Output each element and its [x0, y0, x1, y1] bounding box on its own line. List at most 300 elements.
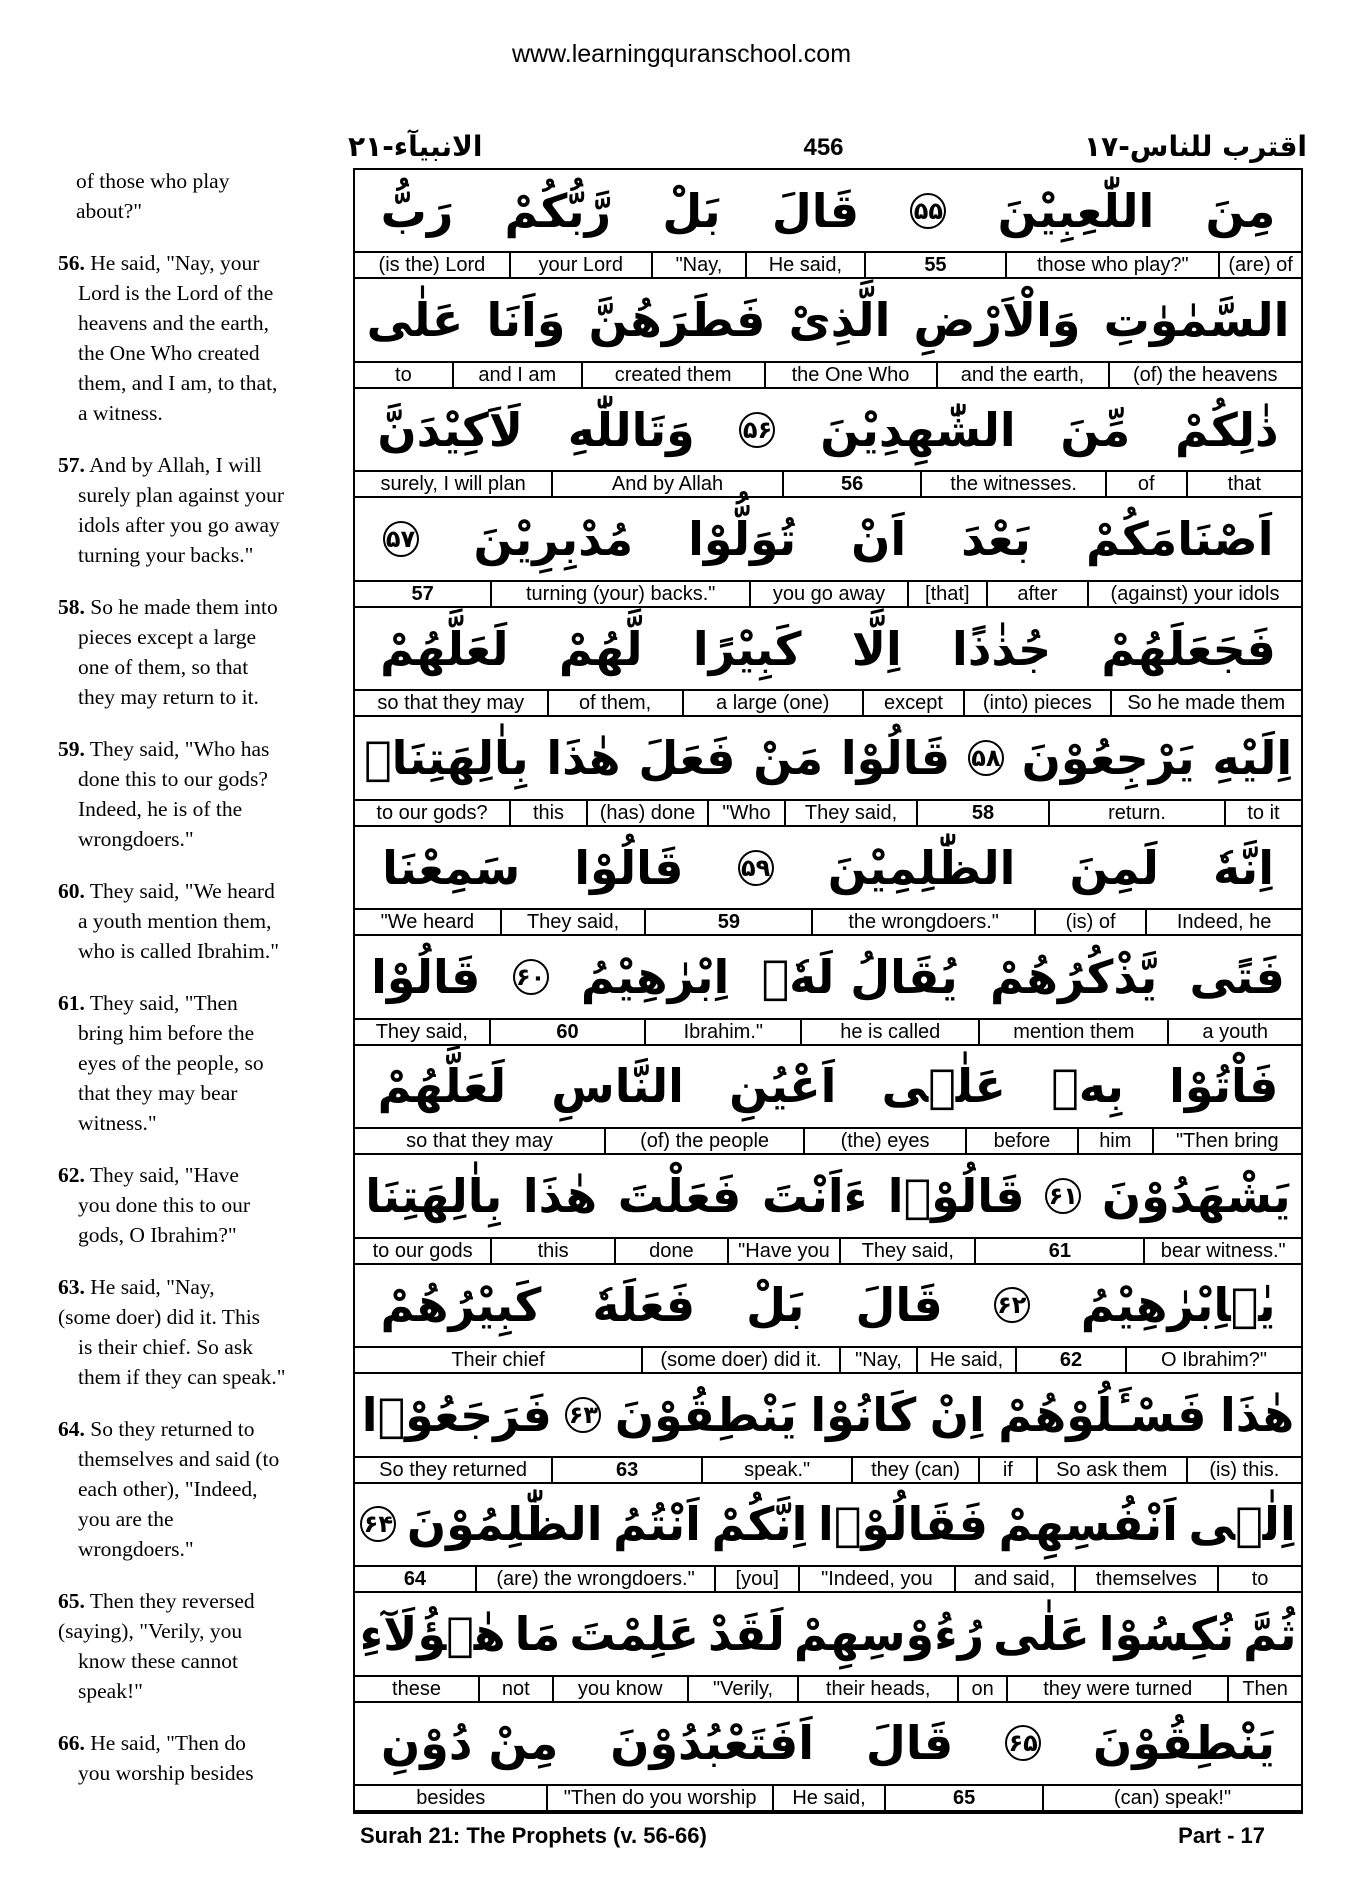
arabic-word: هٰۤؤُلَآءِ [359, 1606, 506, 1661]
gloss-cell: "Indeed, you [798, 1567, 954, 1591]
gloss-cell: this [490, 1239, 614, 1263]
arabic-word: يَشْهَدُوْنَ [1101, 1168, 1291, 1223]
arabic-word: مَنْ [753, 731, 824, 786]
gloss-cell: and said, [954, 1567, 1074, 1591]
translation-line: know these cannot [78, 1649, 239, 1673]
gloss-cell: those who play?" [1005, 253, 1218, 277]
arabic-word: كَبِيْرُهُمْ [380, 1278, 542, 1333]
arabic-word: لَمِنَ [1069, 840, 1159, 895]
gloss-cell: they (can) [851, 1458, 978, 1482]
translation-intro [76, 166, 320, 226]
gloss-cell: "Have you [727, 1239, 840, 1263]
arabic-word: اَصْنَامَكُمْ [1085, 512, 1274, 567]
arabic-word: مِنْ دُوْنِ [380, 1716, 559, 1771]
translation-line: they may return to it. [78, 685, 259, 709]
gloss-line [355, 253, 1301, 279]
arabic-word: قَالَ [771, 183, 860, 238]
gloss-cell: (has) done [586, 801, 707, 825]
gloss-cell: not [478, 1677, 552, 1701]
arabic-word: هٰذَا [522, 1168, 598, 1223]
site-url[interactable]: www.learningquranschool.com [511, 40, 852, 68]
arabic-line [355, 1484, 1301, 1567]
gloss-cell: Then [1227, 1677, 1301, 1701]
arabic-word: لَقَدْ [707, 1606, 785, 1661]
gloss-cell: "Nay, [651, 253, 746, 277]
arabic-word: قَالُوْا [574, 840, 684, 895]
arabic-word: الظّٰلِمُوْنَ [406, 1497, 603, 1552]
arabic-word: اِلَيْهِ [1212, 731, 1293, 786]
translation-verse [58, 1272, 320, 1392]
arabic-word: فَجَعَلَهُمْ [1101, 621, 1276, 676]
gloss-cell: so that they may [377, 692, 525, 715]
gloss-line [355, 472, 1301, 498]
verse-number: 60. [58, 879, 85, 903]
arabic-word: بَلْ [662, 183, 721, 238]
gloss-cell: besides [416, 1786, 486, 1809]
gloss-line [355, 1677, 1301, 1703]
translation-line: eyes of the people, so [78, 1051, 264, 1075]
arabic-word: الظّٰلِمِيْنَ [827, 840, 1016, 895]
gloss-cell: he is called [800, 1020, 978, 1044]
arabic-word: اِبْرٰهِيْمُ [580, 949, 730, 1004]
gloss-cell: 63 [551, 1458, 701, 1482]
verse-number: 65. [58, 1589, 85, 1613]
verse-number: 66. [58, 1731, 85, 1755]
gloss-cell: to it [1224, 801, 1301, 825]
arabic-word: اَعْيُنِ [729, 1059, 837, 1114]
arabic-word: اللّٰعِبِيْنَ [997, 183, 1155, 238]
arabic-word: عَلٰۤی [881, 1059, 1006, 1114]
arabic-word: النَّاسِ [551, 1059, 684, 1114]
gloss-cell: (the) eyes [803, 1129, 965, 1153]
gloss-line [355, 910, 1301, 936]
gloss-cell: 64 [403, 1568, 427, 1591]
arabic-word: اِلَّا [851, 621, 902, 676]
arabic-word: وَاَنَا [486, 293, 566, 348]
arabic-word: اَنْفُسِهِمْ [998, 1497, 1178, 1552]
gloss-cell: 62 [1015, 1348, 1125, 1372]
arabic-word: فَتًى [1189, 949, 1285, 1004]
translation-verse [58, 1586, 320, 1706]
arabic-word: بَعْدَ [961, 512, 1031, 567]
gloss-line [355, 1348, 1301, 1374]
translation-line: of those who play [76, 169, 230, 193]
translation-line: you are the [78, 1507, 174, 1531]
translation-verse [58, 988, 320, 1138]
gloss-cell: turning (your) backs." [490, 582, 749, 606]
translation-line: the One Who created [78, 341, 260, 365]
arabic-line [355, 1593, 1301, 1676]
gloss-cell: the witnesses. [920, 472, 1105, 496]
gloss-cell: (is the) Lord [378, 254, 486, 277]
translation-line: a witness. [78, 401, 163, 425]
gloss-cell: They said, [839, 1239, 974, 1263]
gloss-cell: after [986, 582, 1087, 606]
translation-line: And by Allah, I will [89, 453, 262, 477]
arabic-word: اَنْ [851, 512, 907, 567]
arabic-word: هٰذَا [546, 731, 621, 786]
gloss-cell: 60 [489, 1020, 645, 1044]
gloss-cell: (are) the wrongdoers." [475, 1567, 714, 1591]
gloss-cell: created them [581, 363, 764, 387]
arabic-word: اِنَّكُمْ [711, 1497, 808, 1552]
gloss-cell: (of) the people [604, 1129, 803, 1153]
translation-verse [58, 450, 320, 570]
gloss-cell: to our gods? [376, 801, 488, 824]
gloss-cell: a youth [1167, 1020, 1301, 1044]
gloss-cell: except [862, 691, 963, 715]
gloss-cell: (can) speak!" [1042, 1786, 1301, 1810]
gloss-cell: (are) of [1218, 253, 1301, 277]
arabic-word: وَتَاللّٰهِ [567, 402, 695, 457]
gloss-cell: they were turned [1006, 1677, 1227, 1701]
gloss-cell: 61 [974, 1239, 1143, 1263]
arabic-word: اِنْ [929, 1387, 985, 1442]
translation-line: themselves and said (to [78, 1447, 280, 1471]
gloss-cell: He said, [745, 253, 863, 277]
gloss-line [355, 1020, 1301, 1046]
gloss-cell: you go away [749, 582, 907, 606]
arabic-word: بِاٰلِهَتِنَا [365, 1168, 503, 1223]
gloss-cell: They said, [375, 1020, 468, 1043]
arabic-word: فَطَرَهُنَّ [588, 293, 766, 348]
arabic-word: مِنَ [1205, 183, 1276, 238]
gloss-cell: So they returned [379, 1458, 528, 1481]
gloss-cell: (is) of [1034, 910, 1145, 934]
translation-line: pieces except a large [78, 625, 257, 649]
page-footer [360, 1823, 1305, 1853]
arabic-word: مِّنَ [1060, 402, 1131, 457]
translation-line: heavens and the earth, [78, 311, 270, 335]
verse-end-marker: ۵۵ [910, 193, 946, 229]
arabic-word: عَلٰی [366, 293, 464, 348]
gloss-cell: 58 [916, 801, 1048, 825]
arabic-word: ثُمَّ [1243, 1606, 1297, 1661]
arabic-word: فَعَلْتَ [617, 1168, 742, 1223]
arabic-word: كَبِيْرًا [692, 621, 802, 676]
verse-end-marker: ۶۲ [994, 1287, 1030, 1323]
gloss-cell: their heads, [797, 1677, 957, 1701]
translation-line: surely plan against your [78, 483, 284, 507]
arabic-word: رَّبُّكُمْ [504, 183, 612, 238]
arabic-word: اِنَّهٗ [1213, 840, 1274, 895]
arabic-line [355, 936, 1301, 1019]
arabic-line [355, 279, 1301, 362]
verse-end-marker: ۵۸ [968, 740, 1004, 776]
arabic-word: اِلٰۤی [1188, 1497, 1296, 1552]
arabic-word: ذٰلِكُمْ [1174, 402, 1279, 457]
arabic-word: لَاَكِيْدَنَّ [377, 402, 523, 457]
translation-line: Indeed, he is of the [78, 797, 243, 821]
translation-verse [58, 1414, 320, 1564]
gloss-cell: and I am [452, 363, 581, 387]
gloss-cell: return. [1048, 801, 1224, 825]
gloss-cell: He said, [772, 1786, 885, 1810]
verse-number: 63. [58, 1275, 85, 1299]
gloss-cell: 65 [884, 1786, 1042, 1810]
gloss-cell: (of) the heavens [1108, 363, 1302, 387]
arabic-line [355, 389, 1301, 472]
gloss-cell: Indeed, he [1145, 910, 1301, 934]
translation-line: who is called Ibrahim." [78, 939, 280, 963]
gloss-cell: "Who [707, 801, 784, 825]
translation-line: They said, "Have [89, 1163, 239, 1187]
translation-line: about?" [76, 199, 143, 223]
gloss-line [355, 1129, 1301, 1155]
gloss-cell: O Ibrahim?" [1125, 1348, 1301, 1372]
gloss-cell: that [1186, 472, 1301, 496]
translation-line: He said, "Then do [90, 1731, 246, 1755]
translation-verse [58, 734, 320, 854]
word-by-word-table [353, 168, 1303, 1814]
arabic-line [355, 1374, 1301, 1457]
arabic-word: فَاْتُوْا [1169, 1059, 1279, 1114]
gloss-cell: [that] [907, 582, 986, 606]
gloss-cell: (some doer) did it. [641, 1348, 839, 1372]
gloss-cell: so that they may [406, 1130, 553, 1153]
gloss-cell: "We heard [380, 911, 475, 934]
gloss-cell: on [957, 1677, 1006, 1701]
translation-verse [58, 1160, 320, 1250]
arabic-word: مُدْبِرِيْنَ [473, 512, 634, 567]
arabic-word: يَرْجِعُوْنَ [1021, 731, 1195, 786]
translation-line: is their chief. So ask [78, 1335, 253, 1359]
gloss-cell: He said, [916, 1348, 1015, 1372]
verse-number: 59. [58, 737, 85, 761]
translation-line: Lord is the Lord of the [78, 281, 274, 305]
gloss-cell: And by Allah [551, 472, 782, 496]
translation-line: (saying), "Verily, you [58, 1619, 243, 1643]
translation-line: wrongdoers." [78, 1537, 194, 1561]
arabic-line [355, 1265, 1301, 1348]
gloss-line [355, 691, 1301, 717]
verse-end-marker: ۵۹ [738, 850, 774, 886]
arabic-word: عَلِمْتَ [569, 1606, 700, 1661]
translation-line: one of them, so that [78, 655, 249, 679]
arabic-word: فَقَالُوْۤا [817, 1497, 988, 1552]
surah-name-header: الانبيآء-٢١ [348, 130, 483, 163]
gloss-cell: Their chief [451, 1349, 545, 1372]
gloss-cell: So he made them [1110, 691, 1301, 715]
gloss-cell: 56 [782, 472, 920, 496]
page-header [340, 128, 1307, 168]
verse-number: 62. [58, 1163, 85, 1187]
gloss-cell: mention them [978, 1020, 1167, 1044]
gloss-cell: if [978, 1458, 1036, 1482]
translation-column [58, 166, 320, 1810]
translation-line: turning your backs." [78, 543, 254, 567]
arabic-word: كَانُوْا [810, 1387, 917, 1442]
arabic-word: سَمِعْنَا [382, 840, 521, 895]
translation-line: Then they reversed [89, 1589, 255, 1613]
translation-line: So he made them into [90, 595, 278, 619]
translation-line: idols after you go away [78, 513, 280, 537]
arabic-line [355, 827, 1301, 910]
arabic-word: قَالُوْا [840, 731, 951, 786]
arabic-line [355, 1703, 1301, 1786]
verse-end-marker: ۶۵ [1005, 1725, 1041, 1761]
translation-line: each other), "Indeed, [78, 1477, 258, 1501]
arabic-word: الَّذِیْ [788, 293, 891, 348]
gloss-line [355, 363, 1301, 389]
translation-verse [58, 876, 320, 966]
arabic-word: لَّهُمْ [558, 621, 643, 676]
gloss-cell: these [392, 1677, 441, 1700]
gloss-cell: done [614, 1239, 727, 1263]
juz-name-header: اقترب للناس-١٧ [1084, 130, 1307, 163]
arabic-word: عَلٰی [993, 1606, 1090, 1661]
translation-line: wrongdoers." [78, 827, 194, 851]
arabic-word: اَنْتُمُ [613, 1497, 701, 1552]
gloss-cell: themselves [1074, 1567, 1218, 1591]
arabic-line [355, 498, 1301, 581]
gloss-line [355, 582, 1301, 608]
arabic-line [355, 1155, 1301, 1238]
gloss-cell: this [509, 801, 586, 825]
verse-end-marker: ۶۴ [360, 1506, 396, 1542]
gloss-cell: 55 [864, 253, 1006, 277]
gloss-line [355, 1786, 1301, 1812]
translation-verse [58, 248, 320, 428]
arabic-word: رَبُّ [380, 183, 454, 238]
gloss-cell: "Then do you worship [546, 1786, 771, 1810]
gloss-cell: a large (one) [682, 691, 862, 715]
gloss-cell: and the earth, [936, 363, 1108, 387]
translation-line: them, and I am, to that, [78, 371, 278, 395]
verse-end-marker: ۶۳ [565, 1397, 601, 1433]
gloss-cell: They said, [784, 801, 916, 825]
arabic-word: يَنْطِقُوْنَ [1092, 1716, 1276, 1771]
verse-number: 64. [58, 1417, 85, 1441]
translation-line: They said, "Then [89, 991, 238, 1015]
gloss-cell: "Verily, [687, 1677, 798, 1701]
gloss-cell: Ibrahim." [644, 1020, 800, 1044]
translation-line: So they returned to [90, 1417, 255, 1441]
gloss-cell: (into) pieces [963, 691, 1109, 715]
arabic-word: قَالَ [855, 1278, 943, 1333]
gloss-cell: 59 [644, 910, 811, 934]
gloss-cell: your Lord [509, 253, 651, 277]
arabic-word: ءَاَنْتَ [761, 1168, 868, 1223]
gloss-cell: [you] [714, 1567, 798, 1591]
translation-line: They said, "Who has [89, 737, 270, 761]
verse-number: 58. [58, 595, 85, 619]
translation-line: them if they can speak." [78, 1365, 286, 1389]
translation-line: you done this to our [78, 1193, 250, 1217]
gloss-cell: speak." [701, 1458, 851, 1482]
gloss-cell: him [1077, 1129, 1152, 1153]
arabic-word: بِهٖ [1051, 1059, 1124, 1114]
verse-end-marker: ۶۰ [513, 959, 549, 995]
translation-line: He said, "Nay, [90, 1275, 215, 1299]
arabic-word: اَفَتَعْبُدُوْنَ [610, 1716, 815, 1771]
gloss-cell: you know [552, 1677, 687, 1701]
gloss-cell: So ask them [1036, 1458, 1186, 1482]
gloss-line [355, 1458, 1301, 1484]
gloss-cell: to our gods [372, 1239, 473, 1262]
gloss-line [355, 801, 1301, 827]
arabic-word: نُكِسُوْا [1098, 1606, 1235, 1661]
gloss-cell: (is) this. [1186, 1458, 1301, 1482]
arabic-word: هٰذَا [1220, 1387, 1295, 1442]
gloss-cell: surely, I will plan [380, 473, 526, 496]
translation-line: He said, "Nay, your [90, 251, 260, 275]
page-number: 456 [803, 134, 844, 161]
arabic-word: تُوَلُّوْا [688, 512, 797, 567]
gloss-cell: of [1105, 472, 1186, 496]
arabic-word: لَعَلَّهُمْ [377, 1059, 507, 1114]
arabic-word: رُءُوْسِهِمْ [793, 1606, 985, 1661]
arabic-word: يَّذْكُرُهُمْ [990, 949, 1158, 1004]
gloss-cell: (against) your idols [1087, 582, 1301, 606]
arabic-word: السَّمٰوٰتِ [1103, 293, 1290, 348]
verse-number: 56. [58, 251, 85, 275]
arabic-word: يُقَالُ لَهٗۤ [761, 949, 958, 1004]
translation-verse [58, 1728, 320, 1788]
verse-number: 57. [58, 453, 85, 477]
arabic-word: فَرَجَعُوْۤا [361, 1387, 552, 1442]
translation-line: bring him before the [78, 1021, 255, 1045]
arabic-word: قَالُوْا [371, 949, 481, 1004]
gloss-cell: "Then bring [1152, 1129, 1301, 1153]
gloss-cell: to [395, 363, 412, 386]
gloss-cell: the One Who [764, 363, 936, 387]
translation-line: done this to our gods? [78, 767, 268, 791]
arabic-word: مَا [514, 1606, 561, 1661]
arabic-word: بِاٰلِهَتِنَاۤ [363, 731, 529, 786]
translation-line: a youth mention them, [78, 909, 272, 933]
gloss-cell: before [965, 1129, 1077, 1153]
arabic-word: فَعَلَ [638, 731, 736, 786]
footer-surah-title: Surah 21: The Prophets (v. 56-66) [360, 1823, 707, 1848]
gloss-line [355, 1239, 1301, 1265]
gloss-cell: of them, [547, 691, 682, 715]
gloss-cell: "Nay, [839, 1348, 916, 1372]
arabic-word: يٰۤاِبْرٰهِيْمُ [1080, 1278, 1276, 1333]
translation-line: you worship besides [78, 1761, 254, 1785]
translation-line: (some doer) did it. This [58, 1305, 261, 1329]
footer-part: Part - 17 [1178, 1823, 1265, 1848]
verse-end-marker: ۶۱ [1045, 1178, 1081, 1214]
arabic-word: لَعَلَّهُمْ [380, 621, 509, 676]
arabic-word: قَالَ [865, 1716, 954, 1771]
arabic-word: وَالْاَرْضِ [913, 293, 1081, 348]
arabic-word: جُذٰذًا [952, 621, 1052, 676]
arabic-line [355, 170, 1301, 253]
gloss-line [355, 1567, 1301, 1593]
translation-line: witness." [78, 1111, 157, 1135]
arabic-word: الشّٰهِدِيْنَ [820, 402, 1016, 457]
arabic-line [355, 717, 1301, 800]
arabic-line [355, 608, 1301, 691]
gloss-cell: the wrongdoers." [811, 910, 1034, 934]
arabic-word: يَنْطِقُوْنَ [614, 1387, 797, 1442]
arabic-word: فَعَلَهٗ [592, 1278, 696, 1333]
arabic-word: بَلْ [746, 1278, 805, 1333]
arabic-word: قَالُوْۤا [887, 1168, 1025, 1223]
translation-verse [58, 592, 320, 712]
translation-line: speak!" [78, 1679, 143, 1703]
verse-end-marker: ۵۶ [739, 412, 775, 448]
gloss-cell: to [1217, 1567, 1301, 1591]
arabic-word: فَسْـَٔلُوْهُمْ [998, 1387, 1207, 1442]
translation-line: that they may bear [78, 1081, 238, 1105]
gloss-cell: They said, [500, 910, 645, 934]
verse-end-marker: ۵۷ [383, 521, 419, 557]
translation-line: They said, "We heard [89, 879, 275, 903]
arabic-line [355, 1046, 1301, 1129]
gloss-cell: 57 [411, 582, 434, 605]
